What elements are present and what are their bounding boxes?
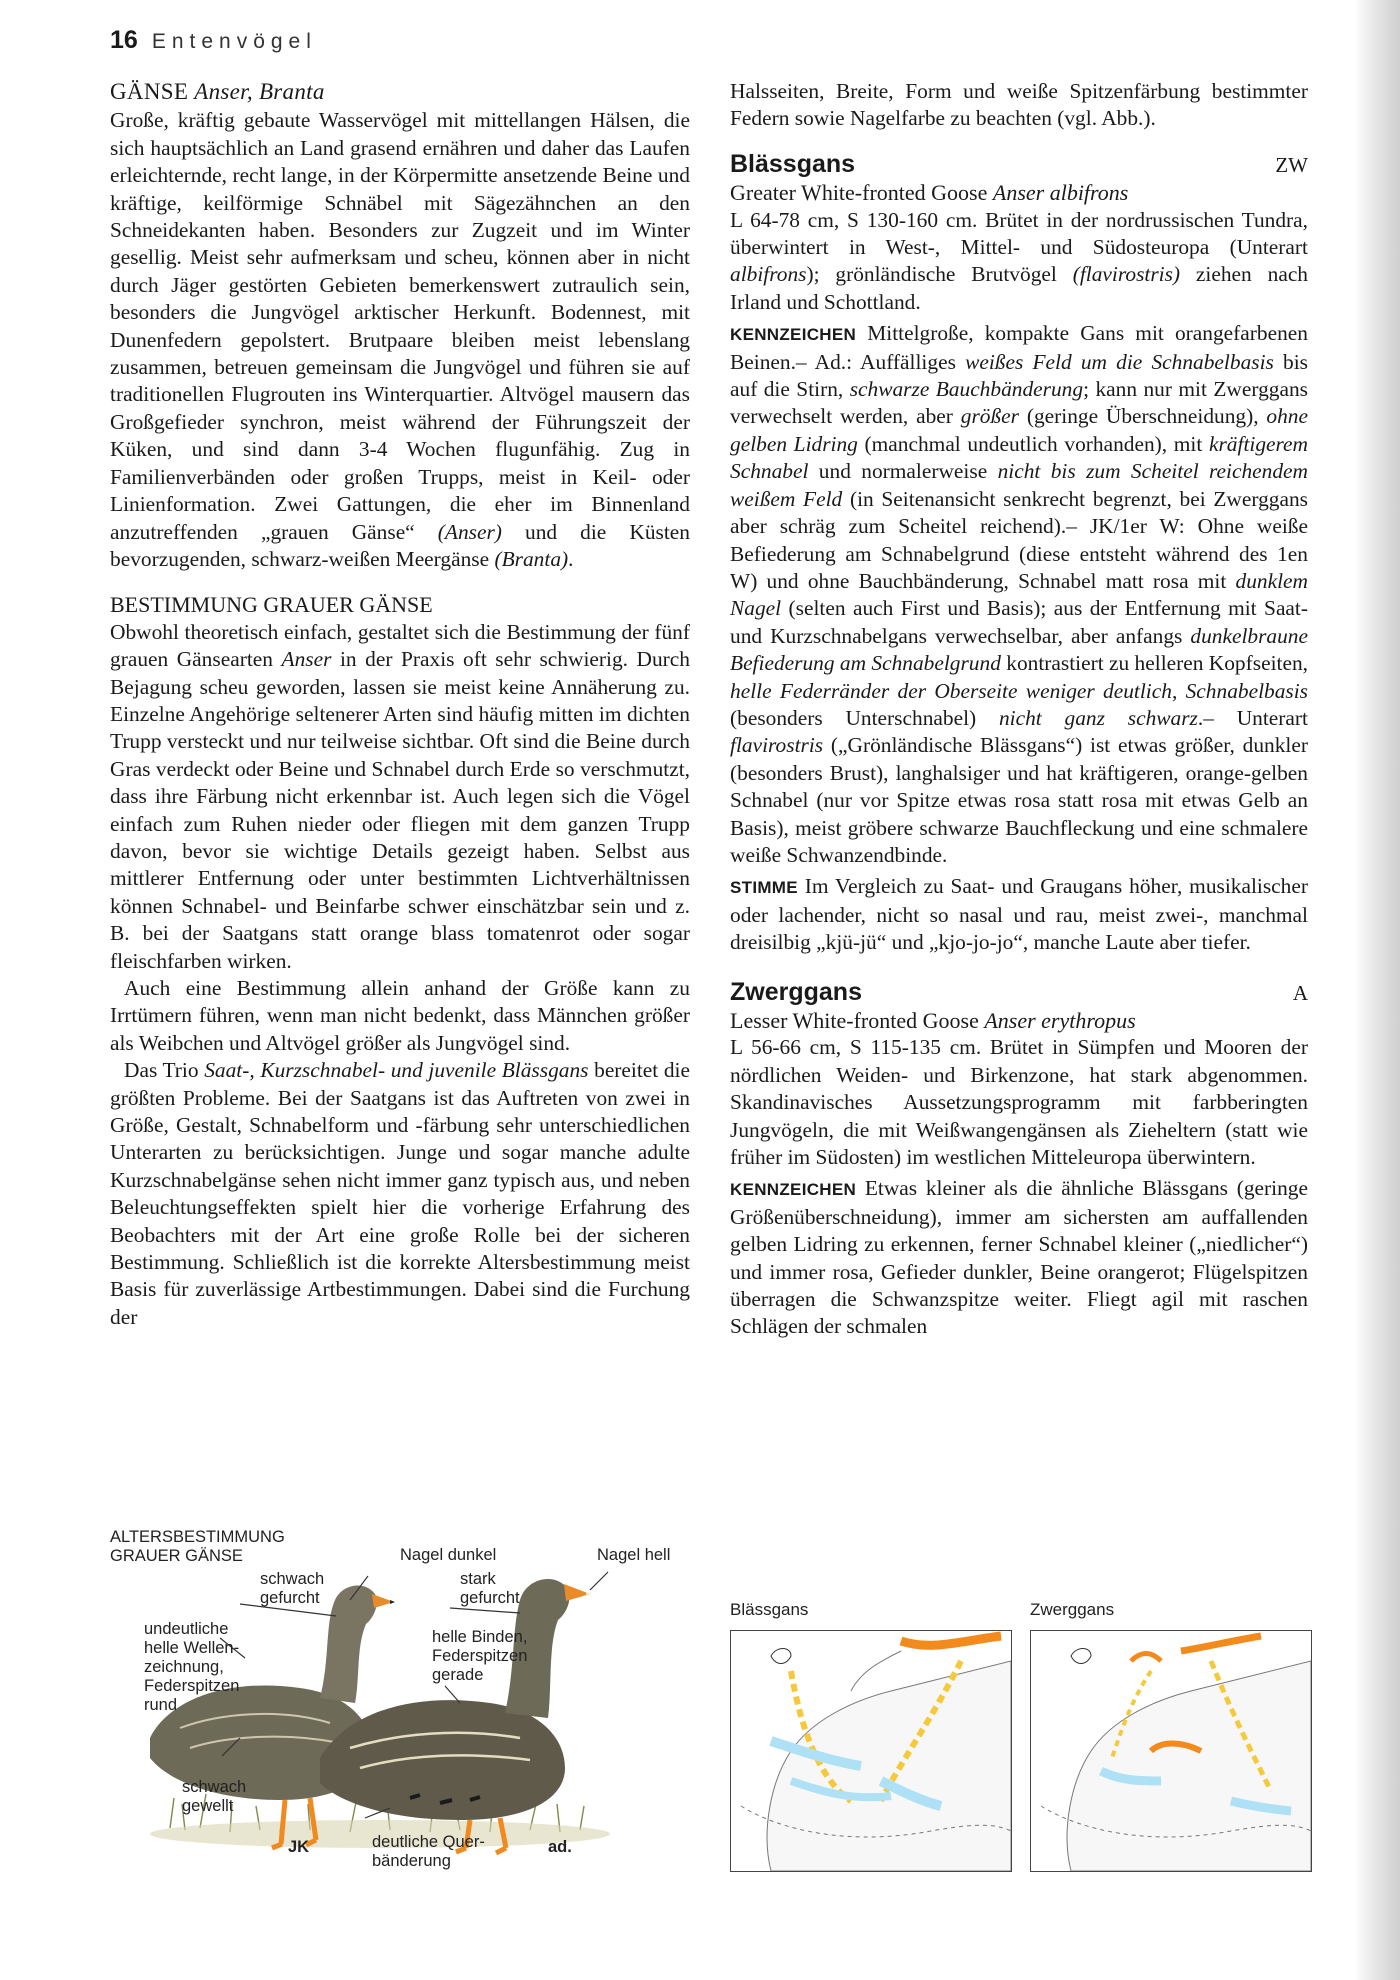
right-column <box>730 78 1308 1341</box>
running-title: Entenvögel <box>151 30 317 53</box>
zwerggans-english-latin <box>730 1007 1308 1034</box>
bl-a: L 64-78 cm, S 130-160 cm. Brütet in der nordrussischen Tundra, überwintert in West-, Mittel- und Südosteuropa (Unterart <box>730 207 1308 260</box>
b3b: bereitet die größten Probleme. Bei der Saatgans ist das Auftreten von zwei in Größe, Gestalt, Schnabelform und -färbung sehr unterschiedlichen Unterarten zu berücksichtigen. Junge und sogar manche adulte Kurzschnabelgänse sehen nicht immer ganz typisch aus, und neben Beleuchtungseffekten spielt hier die vorherige Erfahrung des Beobachters mit der Art eine große Rolle bei der sicheren Bestimmung. Schließlich ist die korrekte Altersbestimmung meist Basis für zuverlässige Artbestimmungen. Dabei sind die Furchung der <box>110 1058 690 1329</box>
page-header <box>110 26 317 66</box>
blaessgans-kennzeichen <box>730 320 1308 869</box>
k-j: , <box>1171 678 1186 703</box>
map-label-blaessgans: Blässgans <box>730 1600 809 1619</box>
b1b: in der Praxis oft sehr schwierig. Durch Bejagung scheu geworden, lassen sie meist keine Annäherung zu. Einzelne Angehörige seltenerer Arten sind häufig mitten im dichten Trupp versteckt und nur teilweise sichtbar. Oft sind die Beine durch Gras verdeckt oder Beine und Schnabel durch Erde so verschmutzt, dass ihre Färbung nicht erkennbar ist. Auch legen sich die Vögel einfach zum Ruhen nieder oder fliegen mit dem ganzen Trupp davon, bevor sie wichtige Details gezeigt haben. Selbst aus mittlerer Entfernung oder unter bestimmten Lichtverhältnissen können Schnabel- und Beinfarbe schwer einschätzbar sein und z. B. bei der Saatgans statt orange blass tomatenrot oder sogar fleischfarben wirken. <box>110 647 690 973</box>
k-e: (manchmal undeutlich vorhanden), mit <box>857 431 1209 456</box>
intro-text-2: und die Küsten bevorzugenden, schwarz-weißen Meergänse <box>110 519 690 571</box>
label-helle-binden <box>432 1628 527 1685</box>
intro-latin-anser: (Anser) <box>437 519 502 544</box>
bestimmung-paragraph-1 <box>110 619 690 975</box>
u3: zeichnung, <box>144 1658 224 1676</box>
stimme-text: Im Vergleich zu Saat- und Graugans höher, musikalischer oder lachender, nicht so nasal und rau, meist zwei-, manchmal dreisilbig „kjü-jü“ und „kjo-jo-jo“, manche Laute aber tiefer. <box>730 874 1308 955</box>
age-illustration <box>110 1528 690 1870</box>
k-g: (in Seitenansicht senkrecht begrenzt, bei Zwerggans aber schräg zum Scheitel reichend).– JK/1er W: Ohne weiße Befiederung am Schnabelgrund (diese entsteht während des 1en W) und ohne Bauchbänderung, Schnabel matt rosa mit <box>730 486 1308 593</box>
k-d: (geringe Überschneidung), <box>1018 404 1267 429</box>
stimme-label: STIMME <box>730 878 798 898</box>
k-i: kontrastiert zu helleren Kopfseiten, <box>1000 651 1308 676</box>
bl-it2: (flavirostris) <box>1072 262 1181 287</box>
u2: helle Wellen- <box>144 1639 240 1657</box>
label-ad: ad. <box>548 1838 572 1856</box>
intro-text-3: . <box>568 546 574 571</box>
blaessgans-name: Blässgans <box>730 149 856 178</box>
k-h: (selten auch First und Basis); aus der Entfernung mit Saat- und Kurzschnabelgans verwechselbar, aber anfangs <box>730 596 1308 648</box>
map-zwerggans-graphic <box>1031 1631 1311 1871</box>
section-title-gaense <box>110 78 690 105</box>
zwerggans-name: Zwerggans <box>730 977 862 1006</box>
k-it2: schwarze Bauchbänderung <box>849 377 1084 402</box>
label-jk: JK <box>288 1838 310 1856</box>
blaessgans-latin: Anser albifrons <box>992 180 1129 206</box>
sg1: schwach <box>260 1570 325 1588</box>
k-m: („Grönländische Blässgans“) ist etwas größer, dunkler (besonders Brust), langhalsiger und hat kräftigeren, orange-gelben Schnabel (nur vor Spitze etwas rosa statt rosa mit etwas Gelb an Basis), meist gröbere schwarze Bauchfleckung und eine schmalere weiße Schwanzendbinde. <box>730 733 1308 867</box>
d1: deutliche Quer- <box>372 1833 485 1851</box>
b1-italic: Anser <box>281 647 332 672</box>
b1a: Obwohl theoretisch einfach, gestaltet sich die Bestimmung der fünf grauen Gänsearten <box>110 619 690 672</box>
h2: Federspitzen <box>432 1647 528 1665</box>
h1: helle Binden, <box>432 1628 528 1646</box>
zwerggans-heading <box>730 979 1308 1007</box>
k-it3: größer <box>960 404 1019 429</box>
blaessgans-heading <box>730 151 1308 179</box>
map-label-zwerggans: Zwerggans <box>1030 1600 1115 1619</box>
k-l: .– Unterart <box>1197 705 1308 730</box>
blaessgans-stimme <box>730 873 1308 956</box>
intro-latin-branta: (Branta) <box>494 546 569 571</box>
gaense-intro-text <box>110 107 690 573</box>
k-it12: flavirostris <box>730 733 824 758</box>
k-it5: kräftigerem Schnabel <box>730 431 1308 484</box>
label-schwach-gefurcht <box>260 1570 324 1608</box>
k-it8: dunkelbraune Befiederung am Schnabelgrund <box>730 623 1308 676</box>
k-it1: weißes Feld um die Schnabelbasis <box>965 349 1274 374</box>
bestimmung-paragraph-2: Auch eine Bestimmung allein anhand der Größe kann zu Irrtümern führen, wenn man nicht bedenkt, dass Männchen größer als Weibchen und Altvögel größer als Jungvögel sind. <box>110 976 690 1055</box>
blaessgans-english-latin <box>730 179 1308 206</box>
gaense-title: GÄNSE <box>110 79 189 104</box>
label-deutliche-querbaenderung <box>372 1833 485 1871</box>
k-it10: Schnabelbasis <box>1185 678 1308 703</box>
intro-text-1: Große, kräftig gebaute Wasservögel mit mittellangen Hälsen, die sich hauptsächlich an Land grasend ernähren und daher das Laufen erleichternde, recht lange, in der Körpermitte ansetzende Beine und kräftige, keilförmige Schnäbel mit Sägezähnchen an den Schneidekanten haben. Besonders zur Zugzeit und im Winter gesellig. Meist sehr aufmerksam und scheu, können aber in nicht durch Jäger gestörten Gebieten bemerkenswert zutraulich sein, besonders die Jungvögel arktischer Herkunft. Bodennest, mit Dunenfedern gepolstert. Brutpaare bleiben meist lebenslang zusammen, betreuen gemeinsam die Jungvögel und führen sie auf traditionellen Flugrouten ins Winterquartier. Altvögel mausern das Großgefieder synchron, meist während der Führungszeit der Küken, und sind dann 3-4 Wochen flugunfähig. Zug in Familienverbänden oder großen Trupps, meist in Keil- oder Linienformation. Zwei Gattungen, die eher im Binnenland anzutreffenden „grauen Gänse“ <box>110 108 690 544</box>
k-it6: nicht bis zum Scheitel reichendem weißem Feld <box>730 459 1308 511</box>
illus-title-1: ALTERSBESTIMMUNG <box>110 1528 285 1546</box>
k-k: (besonders Unterschnabel) <box>730 705 999 730</box>
b3-italic: Saat-, Kurzschnabel- und juvenile Blässgans <box>204 1058 589 1083</box>
blaessgans-english: Greater White-fronted Goose <box>730 180 988 206</box>
illus-title <box>110 1528 285 1566</box>
range-maps <box>730 1600 1308 1870</box>
bestimmung-paragraph-3 <box>110 1057 690 1331</box>
map-blaessgans <box>730 1630 1012 1872</box>
bestimmung-title: BESTIMMUNG GRAUER GÄNSE <box>110 592 433 618</box>
sw1: schwach <box>182 1778 247 1796</box>
map-zwerggans <box>1030 1630 1312 1872</box>
k-it7: dunklem Nagel <box>730 568 1308 621</box>
page-number: 16 <box>110 26 138 54</box>
k-c: ; kann nur mit Zwerggans verwechselt werden, aber <box>730 377 1308 429</box>
bl-c: ziehen nach Irland und Schottland. <box>730 262 1309 314</box>
zwerggans-range: L 56-66 cm, S 115-135 cm. Brütet in Sümpfen und Mooren der nördlichen Weiden- und Birkenzone, hat stark abgenommen. Skandinavisches Aussetzungsprogramm mit farbberingten Jungvögeln, die mit Weißwangengänsen als Zieheltern (statt wie früher im Südosten) im westlichen Mitteleuropa überwintern. <box>730 1035 1308 1170</box>
stg2: gefurcht <box>460 1589 520 1607</box>
u4: Federspitzen <box>144 1677 240 1695</box>
label-stark-gefurcht <box>460 1570 520 1608</box>
label-nagel-dunkel: Nagel dunkel <box>400 1546 497 1564</box>
sw2: gewellt <box>182 1797 234 1815</box>
kennzeichen-label: KENNZEICHEN <box>730 325 857 345</box>
k-b: bis auf die Stirn, <box>730 349 1308 402</box>
zw-kennzeichen-label: KENNZEICHEN <box>730 1180 857 1200</box>
k-f: und normalerweise <box>808 459 998 484</box>
h3: gerade <box>432 1666 484 1684</box>
u5: rund <box>144 1696 178 1714</box>
u1: undeutliche <box>144 1620 229 1638</box>
bl-it1: albifrons <box>730 262 807 287</box>
b3a: Das Trio <box>124 1058 205 1083</box>
label-undeutliche-wellen <box>144 1620 239 1715</box>
gaense-latin: Anser, Branta <box>194 79 325 104</box>
left-column <box>110 78 690 1331</box>
zwerggans-kennzeichen <box>730 1175 1308 1340</box>
blaessgans-status-code: ZW <box>1275 152 1308 177</box>
sg2: gefurcht <box>260 1589 320 1607</box>
zwerggans-latin: Anser erythropus <box>984 1008 1136 1033</box>
zwerggans-status-code: A <box>1292 980 1308 1005</box>
page-edge-shadow <box>1354 0 1400 1980</box>
k-it9: helle Federränder der Oberseite weniger deutlich <box>730 678 1172 703</box>
blaessgans-range <box>730 207 1308 317</box>
illus-title-2: GRAUER GÄNSE <box>110 1547 243 1565</box>
bl-b: ); grönländische Brutvögel <box>806 262 1073 287</box>
k-it4: ohne gelben Lidring <box>730 404 1308 456</box>
label-schwach-gewellt <box>182 1778 246 1816</box>
map-blaessgans-graphic <box>731 1631 1011 1871</box>
zwerggans-english: Lesser White-fronted Goose <box>730 1008 979 1033</box>
k-it11: nicht ganz schwarz <box>998 705 1198 730</box>
zw-k: Etwas kleiner als die ähnliche Blässgans (geringe Größenüberschneidung), immer am sichersten am auffallenden gelben Lidring zu erkennen, ferner Schnabel kleiner („niedlicher“) und immer rosa, Gefieder dunkler, Beine orangerot; Flügelspitzen überragen die Schwanzspitze weiter. Fliegt agil mit raschen Schlägen der schmalen <box>730 1176 1308 1339</box>
k-a: Mittelgroße, kompakte Gans mit orangefarbenen Beinen.– Ad.: Auffälliges <box>730 321 1308 374</box>
stg1: stark <box>460 1570 496 1588</box>
bestimmung-continuation: Halsseiten, Breite, Form und weiße Spitzenfärbung bestimmter Federn sowie Nagelfarbe zu beachten (vgl. Abb.). <box>730 79 1308 131</box>
label-nagel-hell: Nagel hell <box>597 1546 671 1564</box>
d2: bänderung <box>372 1852 451 1870</box>
